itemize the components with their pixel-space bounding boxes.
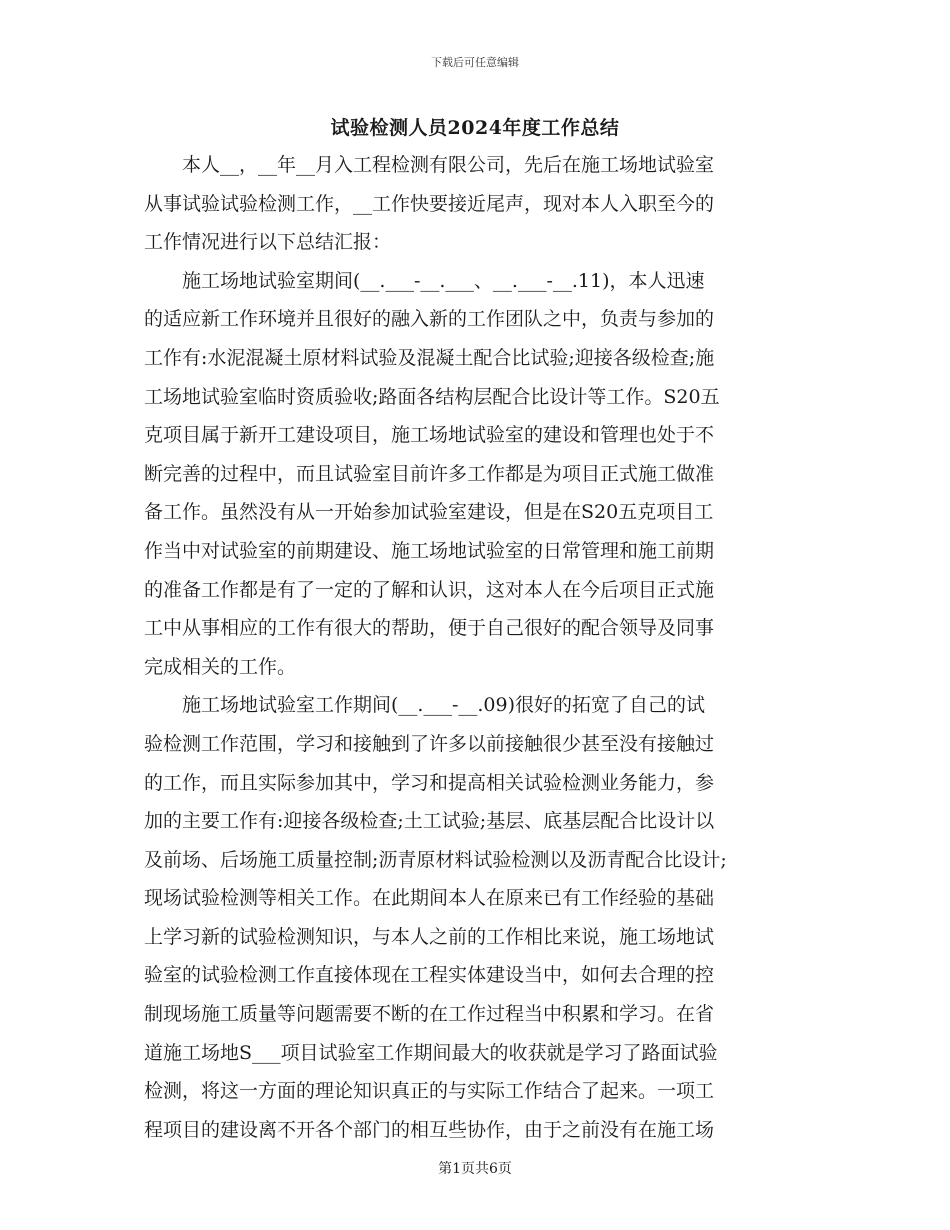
page-indicator: 第1页共6页 [438, 1161, 512, 1177]
body-line: 及前场、后场施工质量控制;沥青原材料试验检测以及沥青配合比设计; [144, 848, 727, 871]
document-title: 试验检测人员2024年度工作总结 [330, 117, 620, 139]
body-line: 检测，将这一方面的理论知识真正的与实际工作结合了起来。一项工 [144, 1080, 715, 1103]
document-body [144, 146, 808, 1149]
body-line: 验室的试验检测工作直接体现在工程实体建设当中，如何去合理的控 [144, 964, 715, 987]
body-line: 现场试验检测等相关工作。在此期间本人在原来已有工作经验的基础 [144, 887, 715, 910]
body-line: 从事试验试验检测工作，__工作快要接近尾声，现对本人入职至今的 [144, 192, 715, 215]
body-line: 断完善的过程中，而且试验室目前许多工作都是为项目正式施工做准 [144, 462, 715, 485]
body-line: 的准备工作都是有了一定的了解和认识，这对本人在今后项目正式施 [144, 578, 715, 601]
body-line: 完成相关的工作。 [144, 655, 297, 678]
body-line: 的工作，而且实际参加其中，学习和提高相关试验检测业务能力，参 [144, 771, 715, 794]
body-line: 上学习新的试验检测知识，与本人之前的工作相比来说，施工场地试 [144, 925, 715, 948]
body-line: 工作情况进行以下总结汇报： [144, 231, 392, 254]
body-line: 验检测工作范围，学习和接触到了许多以前接触很少甚至没有接触过 [144, 732, 715, 755]
body-line: 制现场施工质量等问题需要不断的在工作过程当中积累和学习。在省 [144, 1003, 715, 1026]
body-line: 程项目的建设离不开各个部门的相互些协作，由于之前没有在施工场 [144, 1118, 715, 1141]
body-line: 工中从事相应的工作有很大的帮助，便于自己很好的配合领导及同事 [144, 617, 715, 640]
body-line: 备工作。虽然没有从一开始参加试验室建设，但是在S20五克项目工 [144, 501, 714, 524]
body-line: 作当中对试验室的前期建设、施工场地试验室的日常管理和施工前期 [144, 539, 715, 562]
body-line: 工场地试验室临时资质验收;路面各结构层配合比设计等工作。S20五 [144, 385, 720, 408]
body-line: 加的主要工作有:迎接各级检查;土工试验;基层、底基层配合比设计以 [144, 810, 715, 833]
body-line: 施工场地试验室期间(__.___-__.___、__.___-__.11)，本人迅速 [144, 269, 705, 292]
body-line: 工作有:水泥混凝土原材料试验及混凝土配合比试验;迎接各级检查;施 [144, 346, 715, 369]
body-line: 克项目属于新开工建设项目，施工场地试验室的建设和管理也处于不 [144, 424, 715, 447]
header-note: 下载后可任意编辑 [431, 56, 519, 69]
body-line: 的适应新工作环境并且很好的融入新的工作团队之中，负责与参加的 [144, 308, 715, 331]
body-line: 道施工场地S___项目试验室工作期间最大的收获就是学习了路面试验 [144, 1041, 718, 1064]
body-line: 施工场地试验室工作期间(__.___-__.09)很好的拓宽了自己的试 [144, 694, 706, 717]
body-line: 本人__，__年__月入工程检测有限公司，先后在施工场地试验室 [144, 154, 715, 176]
